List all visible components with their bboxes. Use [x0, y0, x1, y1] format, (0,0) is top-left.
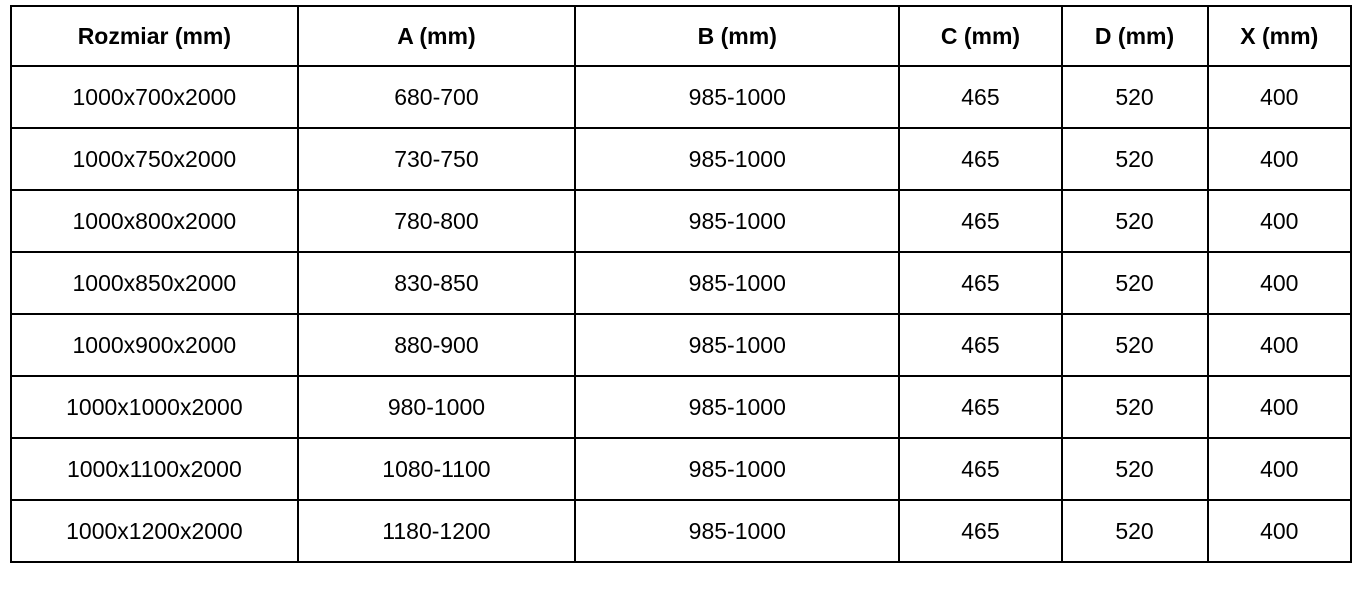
table-cell: 985-1000: [575, 128, 899, 190]
table-cell: 1000x750x2000: [11, 128, 298, 190]
table-cell: 1000x850x2000: [11, 252, 298, 314]
table-cell: 465: [899, 500, 1061, 562]
table-cell: 520: [1062, 500, 1208, 562]
table-cell: 465: [899, 314, 1061, 376]
column-header-2: B (mm): [575, 6, 899, 66]
table-cell: 400: [1208, 438, 1351, 500]
table-cell: 730-750: [298, 128, 575, 190]
table-cell: 400: [1208, 314, 1351, 376]
table-cell: 520: [1062, 128, 1208, 190]
table-cell: 400: [1208, 190, 1351, 252]
table-cell: 1000x800x2000: [11, 190, 298, 252]
table-row: [11, 66, 1351, 128]
table-cell: 880-900: [298, 314, 575, 376]
table-cell: 520: [1062, 252, 1208, 314]
table-cell: 1000x1000x2000: [11, 376, 298, 438]
table-cell: 400: [1208, 500, 1351, 562]
table-row: [11, 500, 1351, 562]
table-cell: 465: [899, 66, 1061, 128]
table-cell: 780-800: [298, 190, 575, 252]
table-cell: 400: [1208, 66, 1351, 128]
table-row: [11, 376, 1351, 438]
table-cell: 400: [1208, 128, 1351, 190]
column-header-0: Rozmiar (mm): [11, 6, 298, 66]
table-cell: 465: [899, 376, 1061, 438]
table-row: [11, 252, 1351, 314]
table-cell: 465: [899, 128, 1061, 190]
table-cell: 985-1000: [575, 314, 899, 376]
table-cell: 680-700: [298, 66, 575, 128]
table-cell: 520: [1062, 190, 1208, 252]
table-cell: 985-1000: [575, 252, 899, 314]
column-header-4: D (mm): [1062, 6, 1208, 66]
table-cell: 1000x700x2000: [11, 66, 298, 128]
table-cell: 985-1000: [575, 500, 899, 562]
table-cell: 980-1000: [298, 376, 575, 438]
table-cell: 1000x1100x2000: [11, 438, 298, 500]
column-header-1: A (mm): [298, 6, 575, 66]
table-cell: 465: [899, 438, 1061, 500]
table-row: [11, 190, 1351, 252]
table-header-row: [11, 6, 1351, 66]
table-cell: 520: [1062, 66, 1208, 128]
table-cell: 830-850: [298, 252, 575, 314]
table-cell: 1000x1200x2000: [11, 500, 298, 562]
column-header-5: X (mm): [1208, 6, 1351, 66]
table-cell: 985-1000: [575, 376, 899, 438]
table-row: [11, 314, 1351, 376]
table-cell: 520: [1062, 314, 1208, 376]
table-cell: 400: [1208, 252, 1351, 314]
table-header: [11, 6, 1351, 66]
column-header-3: C (mm): [899, 6, 1061, 66]
table-cell: 465: [899, 252, 1061, 314]
table-cell: 1180-1200: [298, 500, 575, 562]
table-body: [11, 66, 1351, 562]
table-cell: 1080-1100: [298, 438, 575, 500]
size-spec-table: [10, 5, 1352, 563]
table-cell: 520: [1062, 376, 1208, 438]
table-cell: 465: [899, 190, 1061, 252]
table-cell: 985-1000: [575, 190, 899, 252]
table-row: [11, 128, 1351, 190]
table-cell: 985-1000: [575, 438, 899, 500]
table-cell: 985-1000: [575, 66, 899, 128]
table-cell: 520: [1062, 438, 1208, 500]
table-row: [11, 438, 1351, 500]
table-cell: 400: [1208, 376, 1351, 438]
table-cell: 1000x900x2000: [11, 314, 298, 376]
